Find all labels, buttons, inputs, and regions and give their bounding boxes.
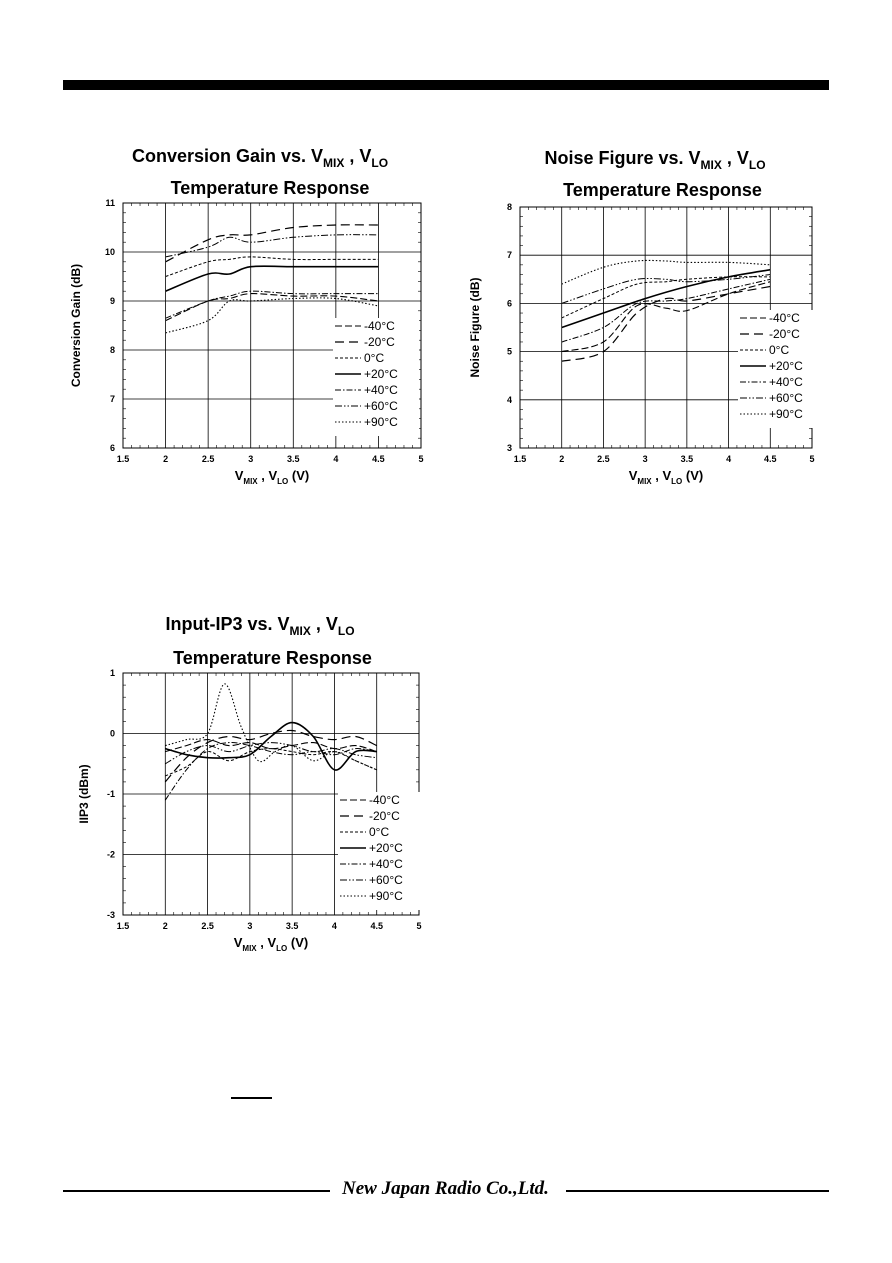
legend-label: 0°C [364,351,385,365]
y-tick-label: 11 [105,198,115,208]
x-axis-title-part: (V) [682,468,704,483]
chart-svg [60,140,440,495]
series-line [166,294,379,321]
x-axis-title-sub: MIX [637,477,652,486]
x-tick-label: 3.5 [285,921,299,931]
y-tick-label: -1 [106,789,115,799]
series-line [165,743,376,764]
x-tick-label: 3 [248,454,254,464]
chart-title-sub-lo: LO [748,158,766,172]
x-axis-title-part: (V) [287,935,309,950]
y-tick-label: 7 [506,250,512,261]
iip3-chart [60,610,440,965]
chart-title-sub-lo: LO [337,624,355,638]
legend-label: +20°C [769,359,803,373]
chart-title-sep: , V [344,146,372,166]
x-tick-label: 5 [416,921,422,931]
x-axis-title-sub: MIX [242,944,257,953]
legend-label: +20°C [364,367,398,381]
chart-title-sep: , V [721,148,749,168]
x-axis-title-sub: LO [277,477,289,486]
y-tick-label: 9 [109,296,115,306]
chart-svg [60,610,440,965]
x-axis-title-part: V [234,468,244,483]
chart-subtitle: Temperature Response [173,648,372,668]
legend-label: +20°C [369,841,403,855]
x-tick-label: 1.5 [116,921,130,931]
x-axis-title-part: , V [256,935,277,950]
y-tick-label: 8 [506,202,512,212]
y-axis-title: Noise Figure (dB) [468,277,482,378]
x-axis-title-part: V [628,468,638,483]
y-tick-label: -3 [106,910,115,920]
series-line [165,723,376,770]
x-tick-label: 3.5 [680,454,694,464]
x-tick-label: 2 [559,454,565,464]
chart-title-sep: , V [310,614,338,634]
divider-mark [231,1097,272,1099]
y-tick-label: 1 [109,668,115,678]
series-line [166,225,379,262]
legend-label: -40°C [369,793,400,807]
x-tick-label: 4.5 [370,921,383,931]
chart-title-sub-mix: MIX [289,624,311,638]
chart-title-main: Input-IP3 vs. V [165,614,290,634]
footer-rule-left [63,1190,330,1192]
y-tick-label: 3 [506,443,512,453]
y-tick-label: 5 [506,346,512,357]
legend-label: +90°C [769,407,803,421]
conversion-gain-chart [60,140,440,495]
series-line [166,235,379,257]
y-axis-title: IIP3 (dBm) [77,764,91,824]
y-tick-label: 4 [506,394,512,405]
legend-label: 0°C [369,825,390,839]
y-tick-label: 6 [109,443,115,453]
series-line [165,743,376,801]
chart-svg [455,140,835,495]
y-tick-label: 6 [506,298,512,309]
x-tick-label: 3 [247,921,253,931]
x-tick-label: 2 [162,921,168,931]
series-line [166,266,379,291]
footer-rule-right [566,1190,829,1192]
chart-subtitle: Temperature Response [563,180,762,200]
x-axis-title-part: , V [651,468,672,483]
x-tick-label: 1.5 [116,454,130,464]
y-tick-label: 0 [109,728,115,739]
header-rule [63,80,829,90]
x-axis-title-sub: LO [276,944,288,953]
x-tick-label: 3.5 [287,454,300,464]
x-tick-label: 2.5 [201,921,214,931]
y-tick-label: -2 [106,849,115,860]
y-tick-label: 7 [109,394,115,404]
chart-title-main: Noise Figure vs. V [544,148,701,168]
y-axis-title: Conversion Gain (dB) [69,263,83,388]
legend-label: +40°C [364,383,398,397]
x-tick-label: 5 [809,454,815,464]
legend-label: +60°C [769,391,803,405]
x-tick-label: 2 [163,454,169,464]
y-tick-label: 8 [109,345,115,355]
x-axis-title [629,468,703,486]
legend-label: +60°C [369,873,403,887]
legend-label: -20°C [369,809,400,823]
x-tick-label: 3 [642,454,648,464]
series-line [165,740,376,752]
y-tick-label: 10 [104,247,115,257]
series-line [562,260,771,284]
noise-figure-chart [455,140,835,495]
x-tick-label: 2.5 [201,454,215,464]
legend-label: +40°C [369,857,403,871]
x-axis-title-part: (V) [288,468,310,483]
legend-label: 0°C [769,343,790,357]
x-axis-title-part: V [233,935,243,950]
chart-title-sub-mix: MIX [700,158,722,172]
legend-label: +40°C [769,375,803,389]
x-tick-label: 4 [331,921,337,931]
x-tick-label: 5 [418,454,424,464]
legend-label: -20°C [769,327,800,341]
chart-title-sub-mix: MIX [323,156,345,170]
x-tick-label: 4.5 [764,454,777,464]
chart-subtitle: Temperature Response [170,178,370,198]
x-axis-title [235,468,309,486]
x-tick-label: 2.5 [597,454,610,464]
legend-label: -40°C [364,319,395,333]
x-axis-title-sub: LO [671,477,683,486]
chart-title-sub-lo: LO [371,156,389,170]
legend-label: -40°C [769,311,800,325]
legend-label: +90°C [369,889,403,903]
x-axis-title-sub: MIX [243,477,258,486]
x-axis-title [234,935,308,953]
x-tick-label: 4.5 [372,454,385,464]
x-axis-title-part: , V [257,468,278,483]
series-line [166,291,379,318]
x-tick-label: 4 [333,454,339,464]
footer-company-name: New Japan Radio Co.,Ltd. [342,1178,549,1199]
legend-label: +90°C [364,415,398,429]
x-tick-label: 1.5 [513,454,527,464]
legend-label: +60°C [364,399,398,413]
chart-title-main: Conversion Gain vs. V [131,146,324,166]
x-tick-label: 4 [726,454,732,464]
legend-label: -20°C [364,335,395,349]
